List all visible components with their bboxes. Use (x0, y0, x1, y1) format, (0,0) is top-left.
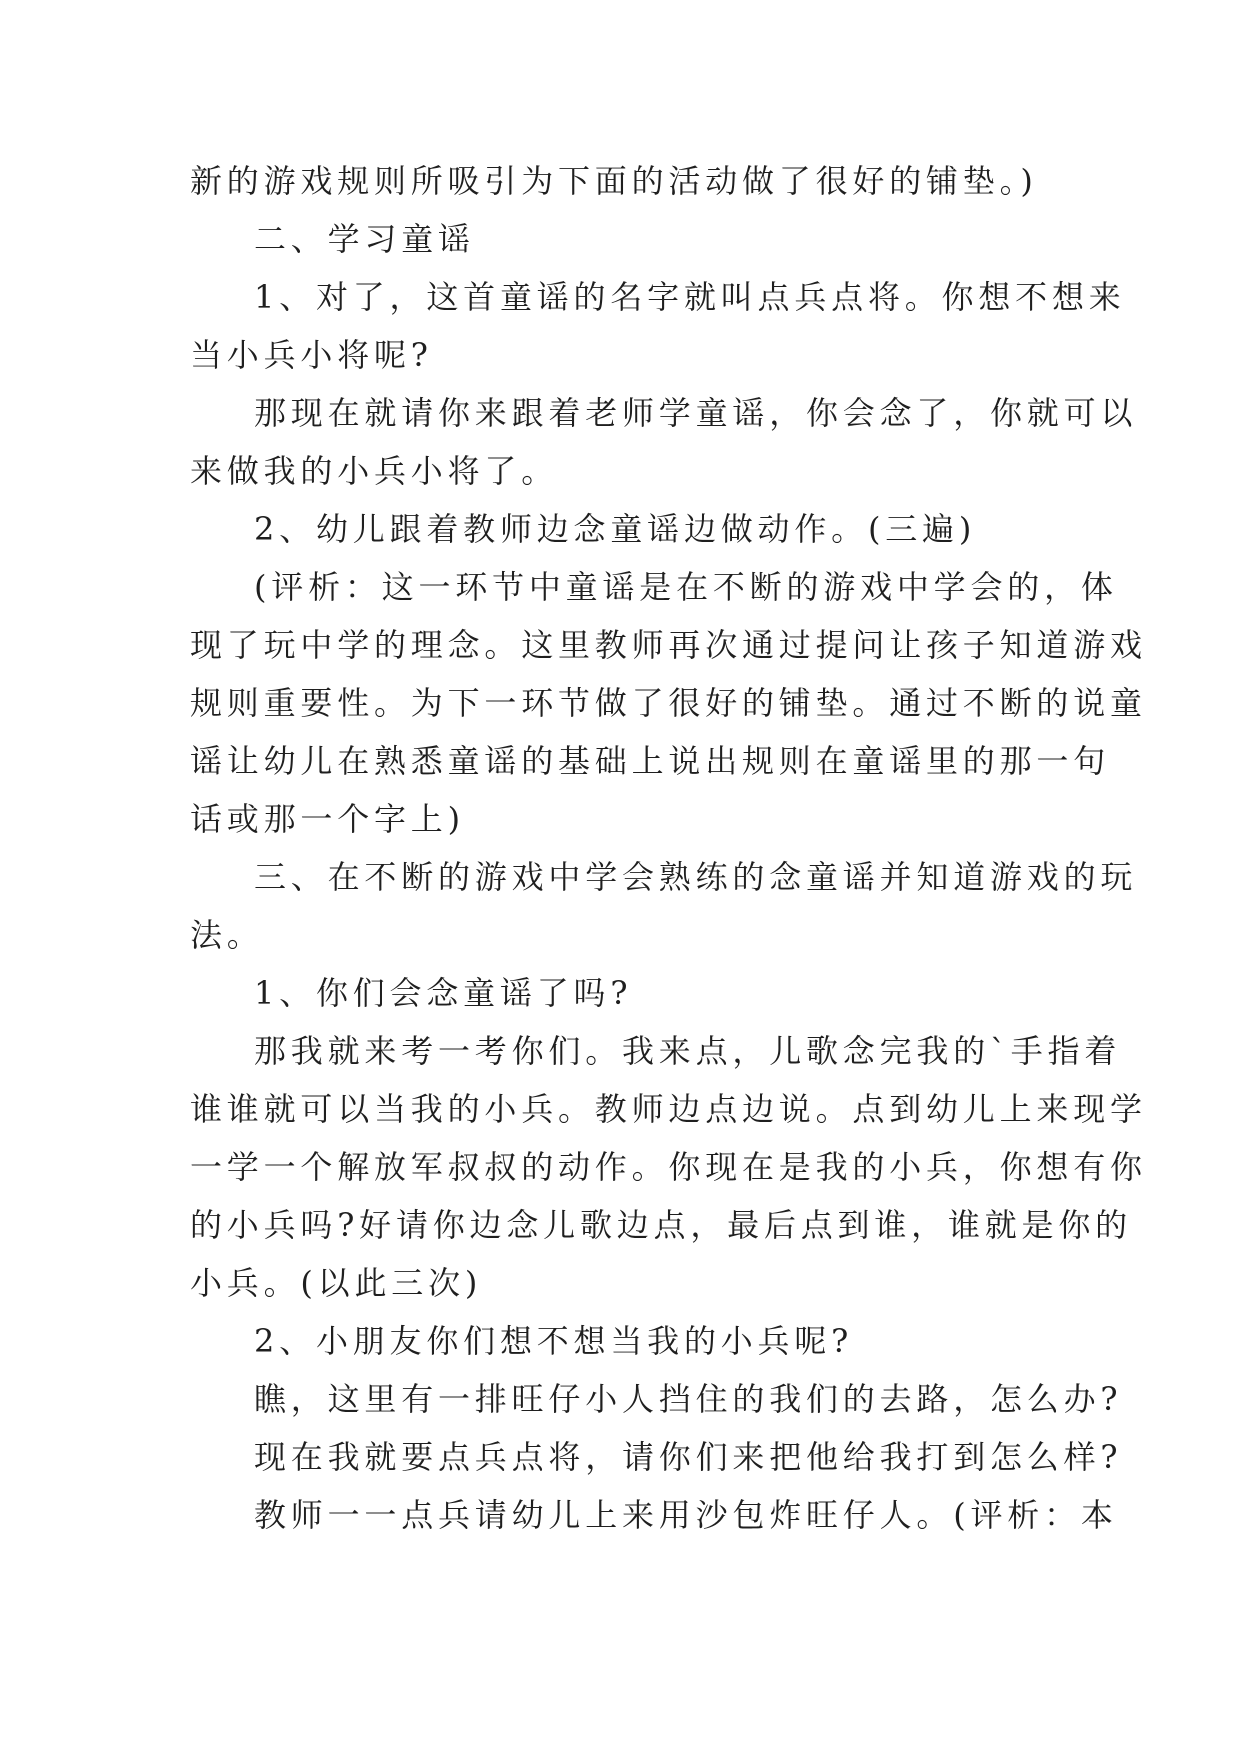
text-line-3: 1、对了，这首童谣的名字就叫点兵点将。你想不想来 (254, 278, 1126, 316)
text-line-12: 话或那一个字上) (190, 800, 465, 838)
text-line-22: 瞧，这里有一排旺仔小人挡住的我们的去路，怎么办? (254, 1380, 1123, 1418)
text-line-15: 1、你们会念童谣了吗? (254, 974, 633, 1012)
text-line-4: 当小兵小将呢? (190, 336, 433, 374)
text-line-14: 法。 (190, 916, 264, 954)
section-heading-practice: 三、在不断的游戏中学会熟练的念童谣并知道游戏的玩 (254, 858, 1138, 896)
text-line-16: 那我就来考一考你们。我来点，儿歌念完我的`手指着 (254, 1032, 1122, 1070)
text-line-11: 谣让幼儿在熟悉童谣的基础上说出规则在童谣里的那一句 (190, 742, 1111, 780)
text-line-24: 教师一一点兵请幼儿上来用沙包炸旺仔人。(评析：本 (254, 1496, 1118, 1534)
text-line-23: 现在我就要点兵点将，请你们来把他给我打到怎么样? (254, 1438, 1123, 1476)
text-line-19: 的小兵吗?好请你边念儿歌边点，最后点到谁，谁就是你的 (190, 1206, 1132, 1244)
text-line-9: 现了玩中学的理念。这里教师再次通过提问让孩子知道游戏 (190, 626, 1147, 664)
text-line-17: 谁谁就可以当我的小兵。教师边点边说。点到幼儿上来现学 (190, 1090, 1147, 1128)
text-line-7: 2、幼儿跟着教师边念童谣边做动作。(三遍) (254, 510, 977, 548)
document-body (190, 152, 1147, 1544)
text-line-10: 规则重要性。为下一环节做了很好的铺垫。通过不断的说童 (190, 684, 1147, 722)
text-line-20: 小兵。(以此三次) (190, 1264, 483, 1302)
section-heading-learn-rhyme: 二、学习童谣 (254, 220, 475, 258)
text-line-1: 新的游戏规则所吸引为下面的活动做了很好的铺垫。) (190, 162, 1038, 200)
text-line-6: 来做我的小兵小将了。 (190, 452, 559, 490)
text-line-8: (评析：这一环节中童谣是在不断的游戏中学会的，体 (254, 568, 1118, 606)
text-line-18: 一学一个解放军叔叔的动作。你现在是我的小兵，你想有你 (190, 1148, 1147, 1186)
text-line-21: 2、小朋友你们想不想当我的小兵呢? (254, 1322, 854, 1360)
text-line-5: 那现在就请你来跟着老师学童谣，你会念了，你就可以 (254, 394, 1138, 432)
